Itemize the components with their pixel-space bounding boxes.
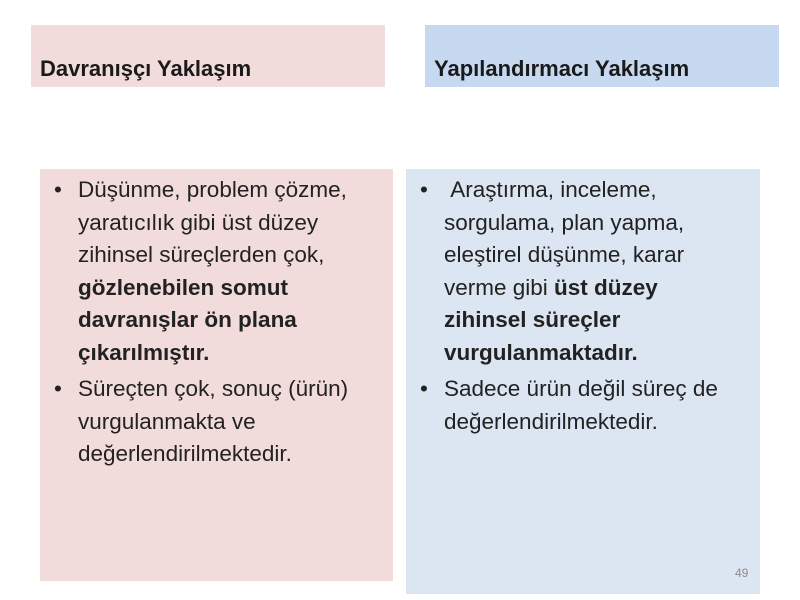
bullet-icon: • [420, 376, 428, 401]
right-bullet-list [420, 174, 746, 438]
item-text: Süreçten çok, sonuç (ürün) vurgulanmakta ve değerlendirilmektedir. [78, 376, 349, 466]
left-heading-box [31, 25, 385, 87]
right-heading-box [425, 25, 779, 87]
item-text: Sadece ürün değil süreç de değerlendirilmektedir. [444, 376, 718, 434]
bullet-icon: • [54, 177, 62, 202]
list-item [54, 174, 379, 369]
page-number: 49 [735, 566, 749, 580]
left-content-box [40, 169, 393, 581]
left-bullet-list [54, 174, 379, 471]
bullet-icon: • [54, 376, 62, 401]
left-heading-text: Davranışçı Yaklaşım [40, 56, 252, 81]
list-item [420, 373, 746, 438]
list-item [420, 174, 746, 369]
right-heading-text: Yapılandırmacı Yaklaşım [434, 56, 690, 81]
item-text: Düşünme, problem çözme, yaratıcılık gibi üst düzey zihinsel süreçlerden çok, [78, 177, 347, 267]
right-content-box [406, 169, 760, 594]
item-bold-text: üst düzey zihinsel süreçler vurgulanmaktadır. [444, 274, 658, 365]
bullet-icon: • [420, 177, 428, 202]
list-item [54, 373, 379, 471]
item-text: Araştırma, inceleme, sorgulama, plan yapma, eleştirel düşünme, karar verme gibi [444, 177, 691, 300]
item-bold-text: gözlenebilen somut davranışlar ön plana çıkarılmıştır. [78, 274, 297, 365]
